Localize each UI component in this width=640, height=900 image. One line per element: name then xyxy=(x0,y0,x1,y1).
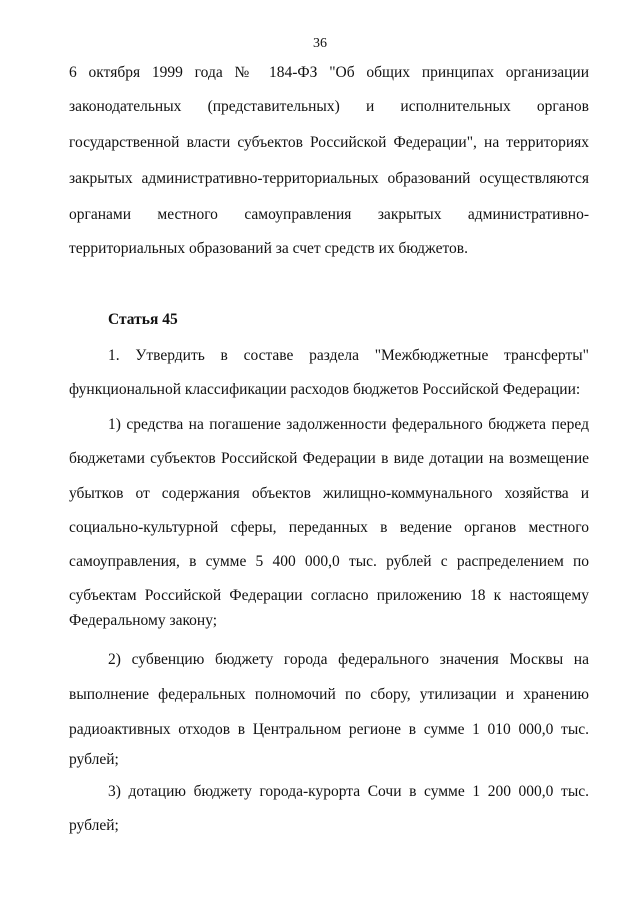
text-line: 2) субвенцию бюджету города федерального значения Москвы на xyxy=(108,651,589,668)
text-line: субъектам Российской Федерации согласно приложению 18 к настоящему xyxy=(69,587,589,604)
text-line: рублей; xyxy=(69,751,119,768)
text-line: убытков от содержания объектов жилищно-коммунального хозяйства и xyxy=(69,485,589,502)
text-line: 1. Утвердить в составе раздела "Межбюджетные трансферты" xyxy=(108,347,589,364)
text-line: 3) дотацию бюджету города-курорта Сочи в сумме 1 200 000,0 тыс. xyxy=(108,783,589,800)
text-line: самоуправления, в сумме 5 400 000,0 тыс. рублей с распределением по xyxy=(69,553,589,570)
text-line: 1) средства на погашение задолженности федерального бюджета перед xyxy=(108,416,589,433)
text-line: органами местного самоуправления закрытых административно- xyxy=(69,206,589,223)
text-line: территориальных образований за счет средств их бюджетов. xyxy=(69,240,468,257)
text-line: бюджетами субъектов Российской Федерации в виде дотации на возмещение xyxy=(69,450,589,467)
page-number: 36 xyxy=(313,36,327,51)
text-line: законодательных (представительных) и исполнительных органов xyxy=(69,98,589,115)
text-line: радиоактивных отходов в Центральном регионе в сумме 1 010 000,0 тыс. xyxy=(69,721,589,738)
text-line: государственной власти субъектов Российской Федерации", на территориях xyxy=(69,134,589,151)
text-line: 6 октября 1999 года № 184-ФЗ "Об общих принципах организации xyxy=(69,64,589,81)
article-heading: Статья 45 xyxy=(108,311,178,328)
text-line: закрытых административно-территориальных образований осуществляются xyxy=(69,170,589,187)
text-line: социально-культурной сферы, переданных в ведение органов местного xyxy=(69,519,589,536)
text-line: рублей; xyxy=(69,817,119,834)
text-line: выполнение федеральных полномочий по сбору, утилизации и хранению xyxy=(69,686,589,703)
text-line: функциональной классификации расходов бюджетов Российской Федерации: xyxy=(69,381,581,398)
text-line: Федеральному закону; xyxy=(69,612,218,629)
